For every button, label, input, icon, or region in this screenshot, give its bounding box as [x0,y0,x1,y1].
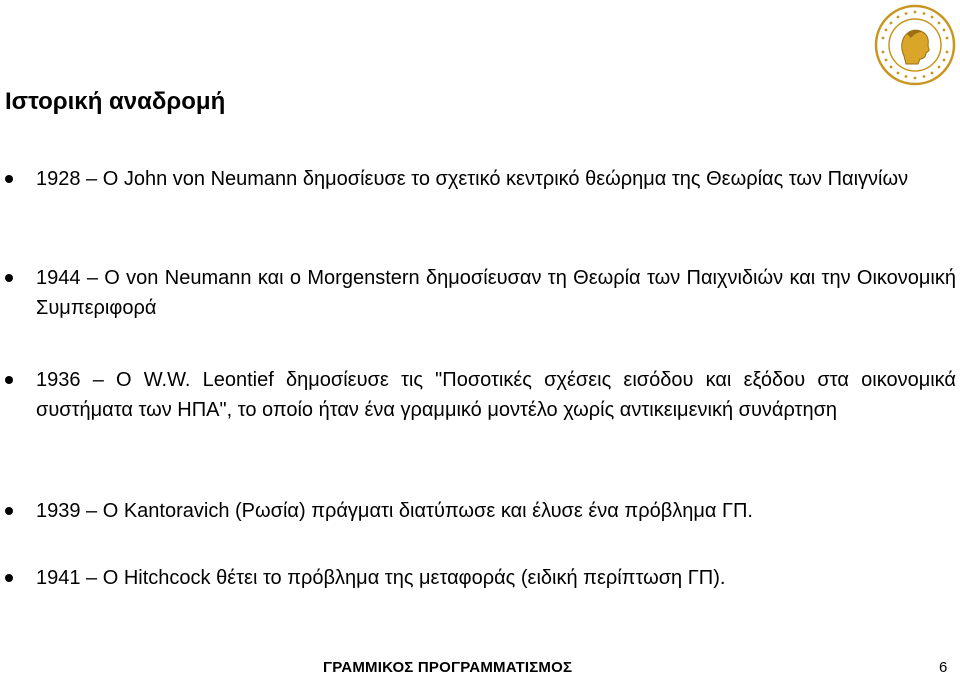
university-seal-icon [874,4,956,86]
list-item-text: 1941 – Ο Hitchcock θέτει το πρόβλημα της μεταφοράς (ειδική περίπτωση ΓΠ). [36,567,726,589]
list-item-text: 1936 – Ο W.W. Leontief δημοσίευσε τις "Ποσοτικές σχέσεις εισόδου και εξόδου στα οικονομικά συστήματα των ΗΠΑ", το οποίο ήταν ένα γραμμικό μοντέλο χωρίς αντικειμενική συνάρτηση [36,369,956,421]
list-item [36,496,956,526]
bullet-icon [5,574,13,582]
bullet-icon [5,376,13,384]
list-item [36,365,956,425]
list-item-text: 1928 – Ο John von Neumann δημοσίευσε το σχετικό κεντρικό θεώρημα της Θεωρίας των Παιγνίων [36,168,909,190]
list-item [36,263,956,323]
university-seal-logo [874,4,956,86]
page-number: 6 [939,659,948,676]
list-item [36,563,956,593]
bullet-icon [5,175,13,183]
bullet-icon [5,274,13,282]
footer-course-title: ΓΡΑΜΜΙΚΟΣ ΠΡΟΓΡΑΜΜΑΤΙΣΜΟΣ [323,659,573,676]
page-title: Ιστορική αναδρομή [5,88,226,115]
bullet-icon [5,507,13,515]
list-item [36,164,956,194]
list-item-text: 1944 – Ο von Neumann και ο Morgenstern δημοσίευσαν τη Θεωρία των Παιχνιδιών και την Οικονομική Συμπεριφορά [36,267,956,319]
list-item-text: 1939 – Ο Kantoravich (Ρωσία) πράγματι διατύπωσε και έλυσε ένα πρόβλημα ΓΠ. [36,500,753,522]
